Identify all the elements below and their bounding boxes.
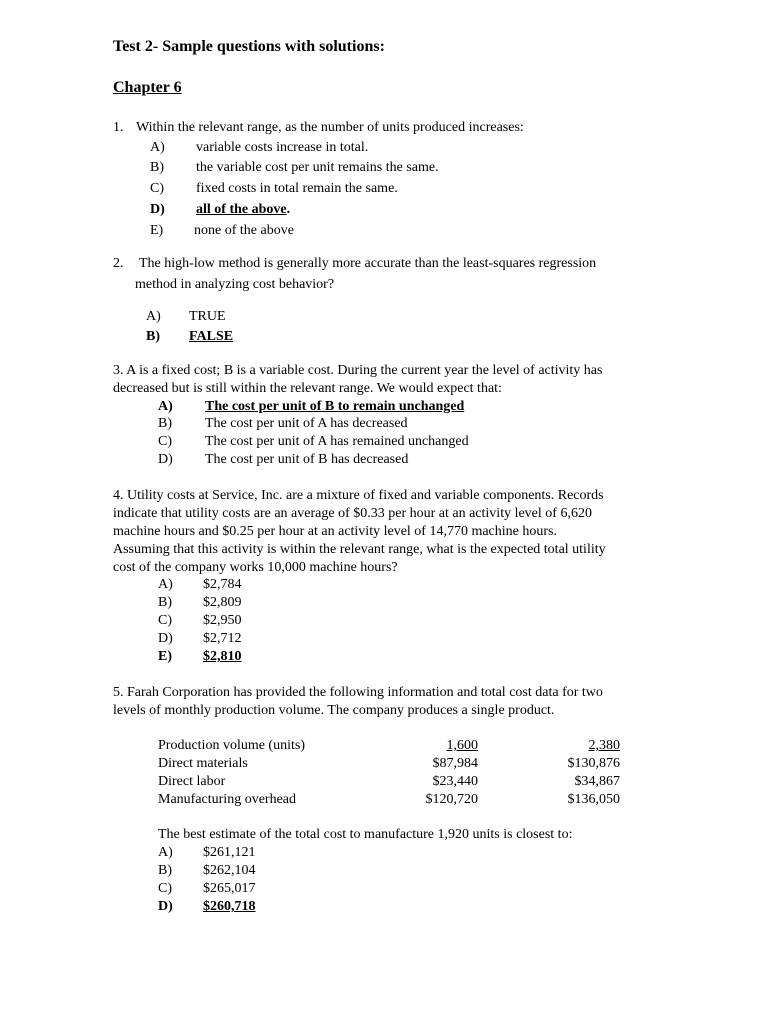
answer-option-text: $260,718 xyxy=(203,899,256,914)
question-text-line-1: 3. A is a fixed cost; B is a variable cost. During the current year the level of activity has xyxy=(113,363,603,378)
table-cell-value-2: $34,867 xyxy=(574,774,620,789)
answer-option-text: $2,810 xyxy=(203,649,242,664)
question-text-line-4: Assuming that this activity is within the relevant range, what is the expected total utility xyxy=(113,542,606,557)
answer-option-letter: D) xyxy=(158,899,173,914)
question-text-line-3: machine hours and $0.25 per hour at an activity level of 14,770 machine hours. xyxy=(113,524,557,539)
question-number: 2. xyxy=(113,256,124,271)
table-cell-volume-1: 1,600 xyxy=(446,738,478,753)
option-letter: A) xyxy=(158,577,173,592)
answer-option-text: The cost per unit of B to remain unchanged xyxy=(205,399,465,414)
option-text: $2,950 xyxy=(203,613,242,628)
option-letter: C) xyxy=(158,613,172,628)
option-text: $2,712 xyxy=(203,631,242,646)
table-cell-value-2: $130,876 xyxy=(567,756,620,771)
answer-period: . xyxy=(286,202,291,217)
table-cell-value-1: $120,720 xyxy=(425,792,478,807)
page-title: Test 2- Sample questions with solutions: xyxy=(113,38,385,55)
option-letter: B) xyxy=(158,416,172,431)
question-text: Within the relevant range, as the number of units produced increases: xyxy=(136,120,524,135)
option-text: TRUE xyxy=(189,309,226,324)
question-text-line-2: indicate that utility costs are an average of $0.33 per hour at an activity level of 6,620 xyxy=(113,506,592,521)
answer-option-text: all of the above xyxy=(196,202,287,217)
table-cell-label: Production volume (units) xyxy=(158,738,305,753)
answer-option xyxy=(196,201,290,219)
option-text: fixed costs in total remain the same. xyxy=(196,181,398,196)
option-letter: A) xyxy=(150,140,165,155)
option-text: The cost per unit of A has remained unchanged xyxy=(205,434,469,449)
question-text-line-1: The high-low method is generally more accurate than the least-squares regression xyxy=(139,256,597,271)
option-letter: C) xyxy=(158,881,172,896)
table-cell-label: Direct labor xyxy=(158,774,226,789)
table-cell-label: Manufacturing overhead xyxy=(158,792,296,807)
option-letter: A) xyxy=(146,309,161,324)
option-letter: D) xyxy=(158,631,173,646)
option-letter: C) xyxy=(158,434,172,449)
table-cell-volume-2: 2,380 xyxy=(588,738,620,753)
answer-option-letter: A) xyxy=(158,399,173,414)
option-letter: B) xyxy=(158,863,172,878)
answer-option-letter: B) xyxy=(146,329,160,344)
option-letter: C) xyxy=(150,181,164,196)
question-text-line-2: decreased but is still within the relevant range. We would expect that: xyxy=(113,381,502,396)
option-text: the variable cost per unit remains the same. xyxy=(196,160,439,175)
question-text-line-2: levels of monthly production volume. The company produces a single product. xyxy=(113,703,555,718)
table-cell-value-1: $87,984 xyxy=(432,756,478,771)
answer-option-letter: E) xyxy=(158,649,172,664)
option-text: $261,121 xyxy=(203,845,256,860)
option-text: The cost per unit of B has decreased xyxy=(205,452,409,467)
table-row xyxy=(0,791,768,809)
option-text: $2,784 xyxy=(203,577,242,592)
question-number: 1. xyxy=(113,120,124,135)
answer-option-letter: D) xyxy=(150,202,165,217)
option-text: $265,017 xyxy=(203,881,256,896)
table-cell-value-1: $23,440 xyxy=(432,774,478,789)
answer-option-text: FALSE xyxy=(189,329,234,344)
option-letter: B) xyxy=(150,160,164,175)
table-row xyxy=(0,773,768,791)
sub-question-text: The best estimate of the total cost to manufacture 1,920 units is closest to: xyxy=(158,827,573,842)
option-text: $2,809 xyxy=(203,595,242,610)
option-text: none of the above xyxy=(194,223,294,238)
chapter-heading: Chapter 6 xyxy=(113,79,182,96)
question-text-line-5: cost of the company works 10,000 machine hours? xyxy=(113,560,398,575)
table-cell-label: Direct materials xyxy=(158,756,248,771)
option-letter: E) xyxy=(150,223,164,238)
question-text-line-2: method in analyzing cost behavior? xyxy=(135,277,335,292)
option-letter: B) xyxy=(158,595,172,610)
question-text-line-1: 5. Farah Corporation has provided the following information and total cost data for two xyxy=(113,685,603,700)
option-text: The cost per unit of A has decreased xyxy=(205,416,408,431)
question-text-line-1: 4. Utility costs at Service, Inc. are a mixture of fixed and variable components. Records xyxy=(113,488,604,503)
option-text: variable costs increase in total. xyxy=(196,140,369,155)
option-text: $262,104 xyxy=(203,863,256,878)
option-letter: D) xyxy=(158,452,173,467)
option-letter: A) xyxy=(158,845,173,860)
table-cell-value-2: $136,050 xyxy=(567,792,620,807)
table-header-row xyxy=(0,737,768,755)
table-row xyxy=(0,755,768,773)
